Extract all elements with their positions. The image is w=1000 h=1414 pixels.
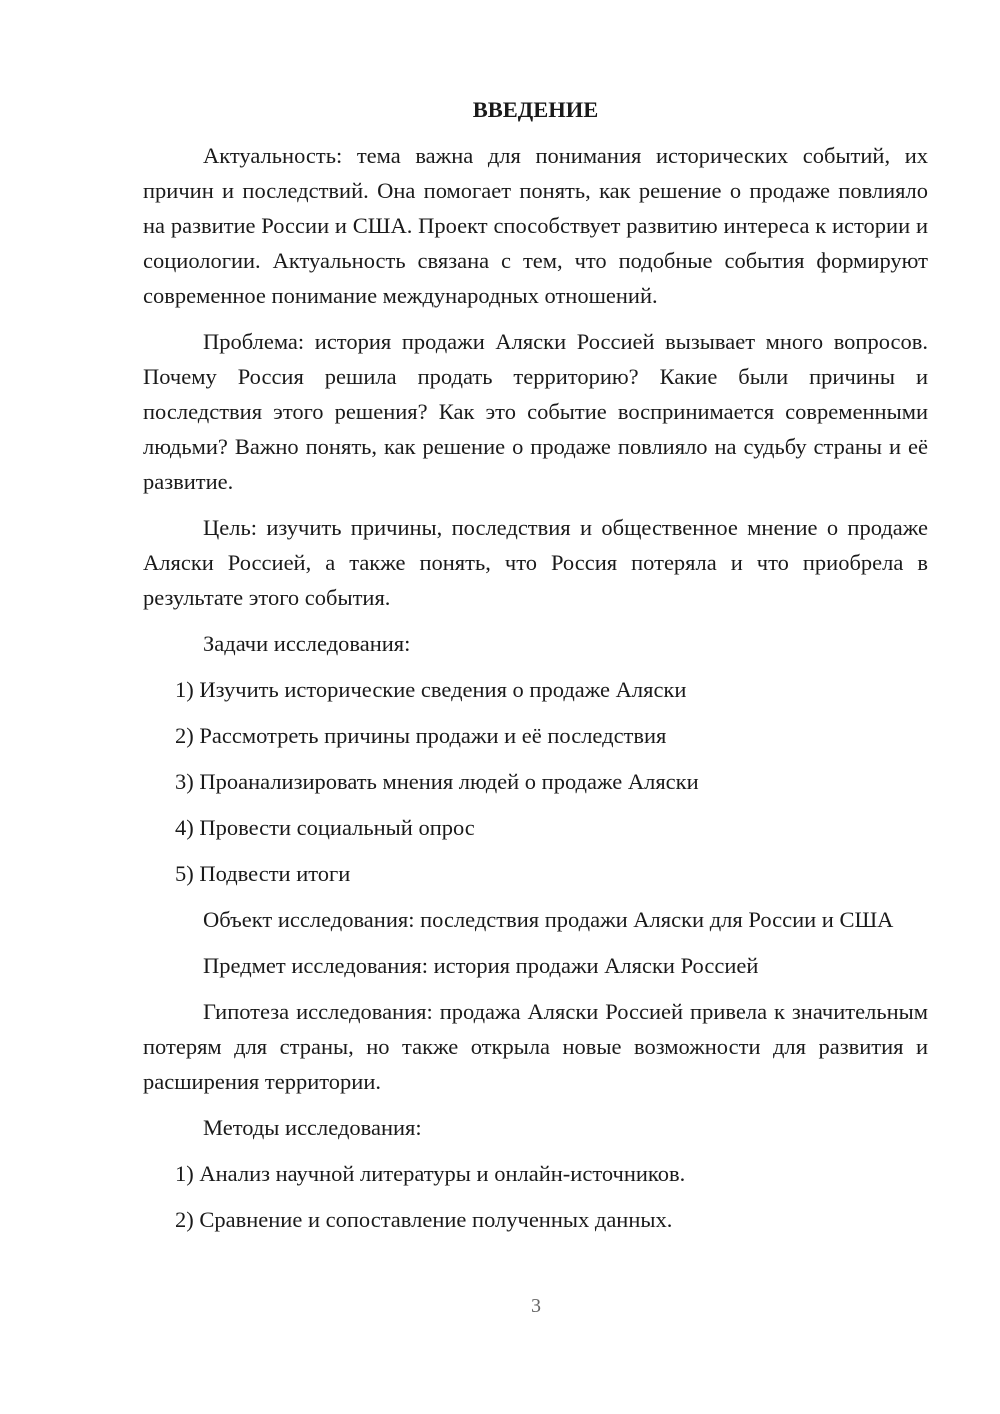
- task-item: 1) Изучить исторические сведения о продаже Аляски: [175, 677, 687, 702]
- methods-title: Методы исследования:: [203, 1115, 422, 1140]
- problem-paragraph: Проблема: история продажи Аляски Россией вызывает много вопросов. Почему Россия решила продать территорию? Какие были причины и последствия этого решения? Как это событие воспринимается современными людьми? Важно понять, как решение о продаже повлияло на судьбу страны и её развитие.: [143, 329, 928, 494]
- relevance-paragraph: Актуальность: тема важна для понимания исторических событий, их причин и последствий. Она помогает понять, как решение о продаже повлияло на развитие России и США. Проект способствует развитию интереса к истории и социологии. Актуальность связана с тем, что подобные события формируют современное понимание международных отношений.: [143, 143, 928, 308]
- page-content: [143, 92, 928, 1248]
- tasks-title: Задачи исследования:: [203, 631, 411, 656]
- hypothesis-paragraph: Гипотеза исследования: продажа Аляски Россией привела к значительным потерям для страны, но также открыла новые возможности для развития и расширения территории.: [143, 999, 928, 1094]
- method-item: 1) Анализ научной литературы и онлайн-источников.: [175, 1161, 686, 1186]
- task-item: 4) Провести социальный опрос: [175, 815, 475, 840]
- task-item: 2) Рассмотреть причины продажи и её последствия: [175, 723, 667, 748]
- object-paragraph: Объект исследования: последствия продажи Аляски для России и США: [203, 907, 894, 932]
- task-item: 5) Подвести итоги: [175, 861, 351, 886]
- section-heading: ВВЕДЕНИЕ: [472, 97, 599, 122]
- page-number: 3: [531, 1295, 541, 1317]
- task-item: 3) Проанализировать мнения людей о продаже Аляски: [175, 769, 699, 794]
- method-item: 2) Сравнение и сопоставление полученных данных.: [175, 1207, 673, 1232]
- goal-paragraph: Цель: изучить причины, последствия и общественное мнение о продаже Аляски Россией, а также понять, что Россия потеряла и что приобрела в результате этого события.: [143, 515, 928, 610]
- subject-paragraph: Предмет исследования: история продажи Аляски Россией: [203, 953, 759, 978]
